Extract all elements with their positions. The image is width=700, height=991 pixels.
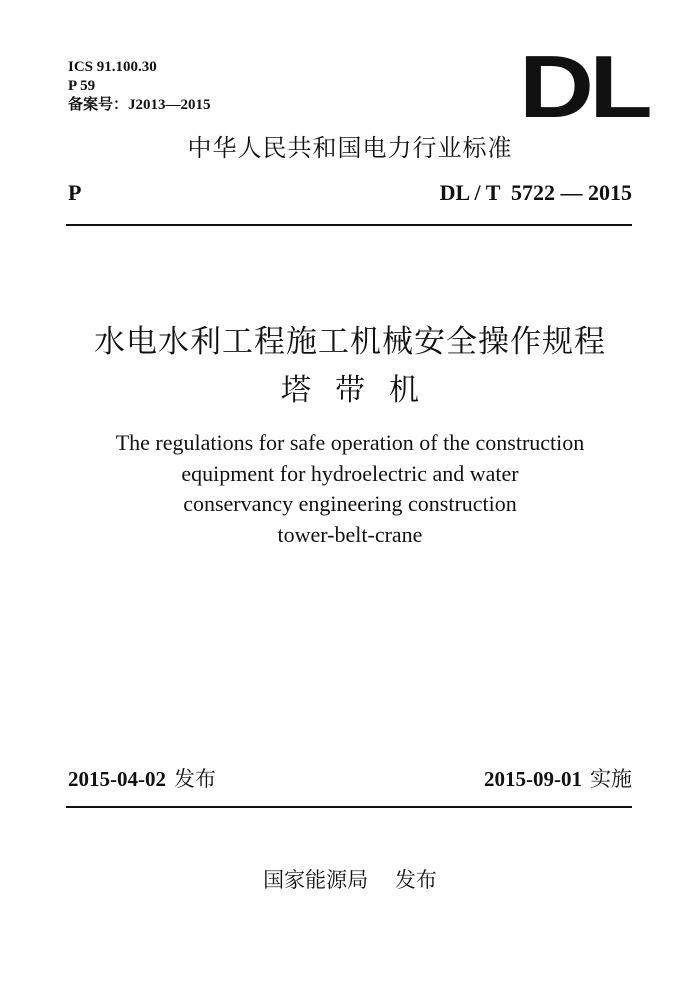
category-code: P: [68, 180, 82, 205]
chinese-title: 水电水利工程施工机械安全操作规程: [94, 324, 606, 360]
implementation-date: 2015-09-01: [484, 767, 582, 791]
release-date: 2015-04-02: [68, 767, 166, 791]
chinese-subtitle: 塔带机: [281, 373, 443, 408]
standard-number: DL / T 5722 — 2015: [439, 180, 632, 205]
english-title: [0, 428, 700, 550]
implementation-label: 实施: [590, 767, 632, 791]
english-title-line: The regulations for safe operation of the construction: [115, 430, 585, 455]
classification-code: P 59: [68, 78, 96, 94]
dl-logo: DL: [519, 37, 648, 136]
header-codes: [68, 58, 211, 115]
release-label: 发布: [174, 767, 216, 791]
industry-standard-title: 中华人民共和国电力行业标准: [187, 134, 513, 162]
bottom-divider: [66, 806, 632, 808]
record-number: 备案号：J2013—2015: [68, 97, 211, 113]
english-title-line: conservancy engineering construction: [183, 491, 517, 516]
ics-code: ICS 91.100.30: [68, 59, 157, 75]
english-title-line: tower-belt-crane: [277, 521, 423, 547]
issuer: 国家能源局 发布: [263, 868, 437, 892]
implementation-date-block: [484, 766, 632, 792]
english-title-line: equipment for hydroelectric and water: [181, 460, 519, 486]
release-date-block: [68, 766, 216, 792]
top-divider: [66, 224, 632, 226]
